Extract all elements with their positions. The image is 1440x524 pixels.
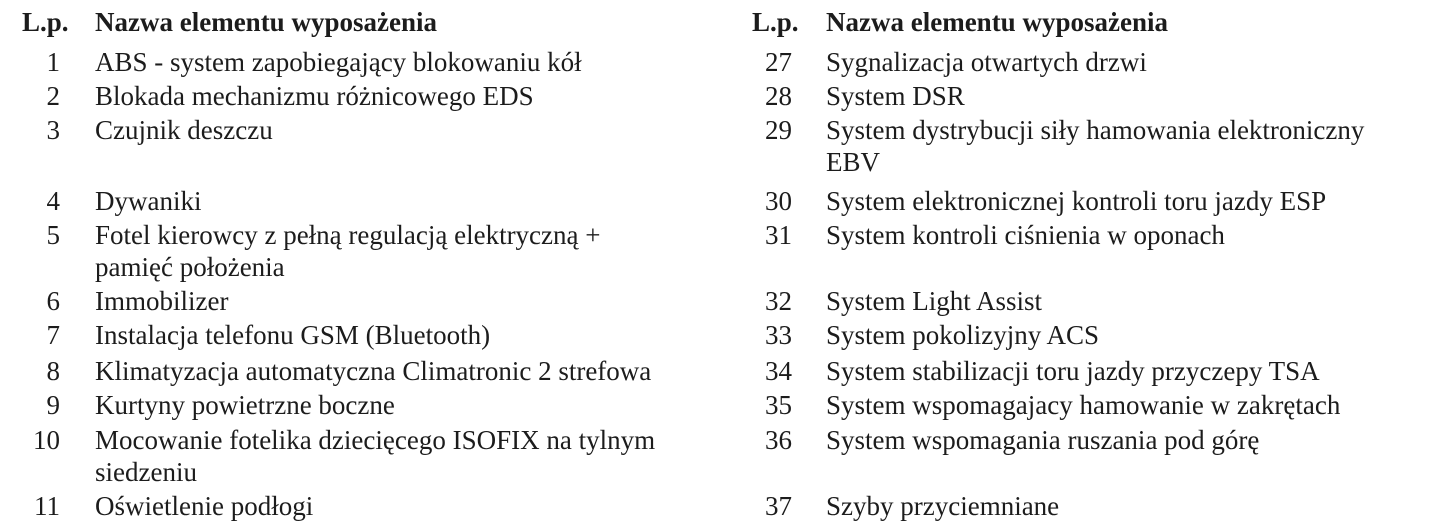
row-name: ABS - system zapobiegający blokowaniu kół: [95, 47, 582, 77]
row-number: 33: [765, 320, 792, 350]
row-number: 32: [765, 286, 792, 316]
row-number: 6: [46, 286, 60, 316]
row-name: Immobilizer: [95, 286, 229, 316]
column-header-lp: L.p.: [22, 7, 69, 37]
row-name: Klimatyzacja automatyczna Climatronic 2 strefowa: [95, 356, 652, 386]
row-name: Kurtyny powietrzne boczne: [95, 390, 395, 420]
row-name: System stabilizacji toru jazdy przyczepy TSA: [826, 356, 1320, 386]
row-name: Dywaniki: [95, 186, 202, 216]
row-name: Oświetlenie podłogi: [95, 491, 314, 521]
row-number: 11: [34, 491, 60, 521]
row-number: 29: [765, 115, 792, 145]
row-number: 5: [46, 220, 60, 250]
row-name: System elektronicznej kontroli toru jazdy ESP: [826, 186, 1327, 216]
row-number: 34: [765, 356, 792, 386]
row-number: 4: [46, 186, 60, 216]
row-number: 1: [46, 47, 60, 77]
row-number: 8: [46, 356, 60, 386]
row-number: 10: [33, 425, 60, 455]
row-name: System wspomagajacy hamowanie w zakrętach: [826, 390, 1341, 420]
row-name: Sygnalizacja otwartych drzwi: [826, 47, 1147, 77]
row-number: 30: [765, 186, 792, 216]
row-name: System DSR: [826, 81, 965, 111]
row-number: 36: [765, 425, 792, 455]
row-name: Czujnik deszczu: [95, 115, 273, 145]
row-name: Instalacja telefonu GSM (Bluetooth): [95, 320, 491, 350]
row-number: 27: [765, 47, 792, 77]
row-name: System wspomagania ruszania pod górę: [826, 425, 1260, 455]
row-name: System kontroli ciśnienia w oponach: [826, 220, 1225, 250]
row-name: Fotel kierowcy z pełną regulacją elektryczną + pamięć położenia: [95, 220, 601, 282]
row-name: System dystrybucji siły hamowania elektroniczny EBV: [826, 115, 1365, 177]
row-name: Blokada mechanizmu różnicowego EDS: [95, 81, 534, 111]
row-number: 2: [46, 81, 60, 111]
row-number: 31: [765, 220, 792, 250]
column-header-name: Nazwa elementu wyposażenia: [826, 7, 1168, 37]
row-name: Mocowanie fotelika dziecięcego ISOFIX na tylnym siedzeniu: [95, 425, 656, 487]
column-header-name: Nazwa elementu wyposażenia: [95, 7, 437, 37]
row-number: 37: [765, 491, 792, 521]
row-number: 35: [765, 390, 792, 420]
row-number: 9: [46, 390, 60, 420]
column-header-lp: L.p.: [752, 7, 799, 37]
row-name: Szyby przyciemniane: [826, 491, 1060, 521]
row-number: 28: [765, 81, 792, 111]
row-number: 3: [46, 115, 60, 145]
row-number: 7: [46, 320, 60, 350]
row-name: System pokolizyjny ACS: [826, 320, 1100, 350]
row-name: System Light Assist: [826, 286, 1043, 316]
